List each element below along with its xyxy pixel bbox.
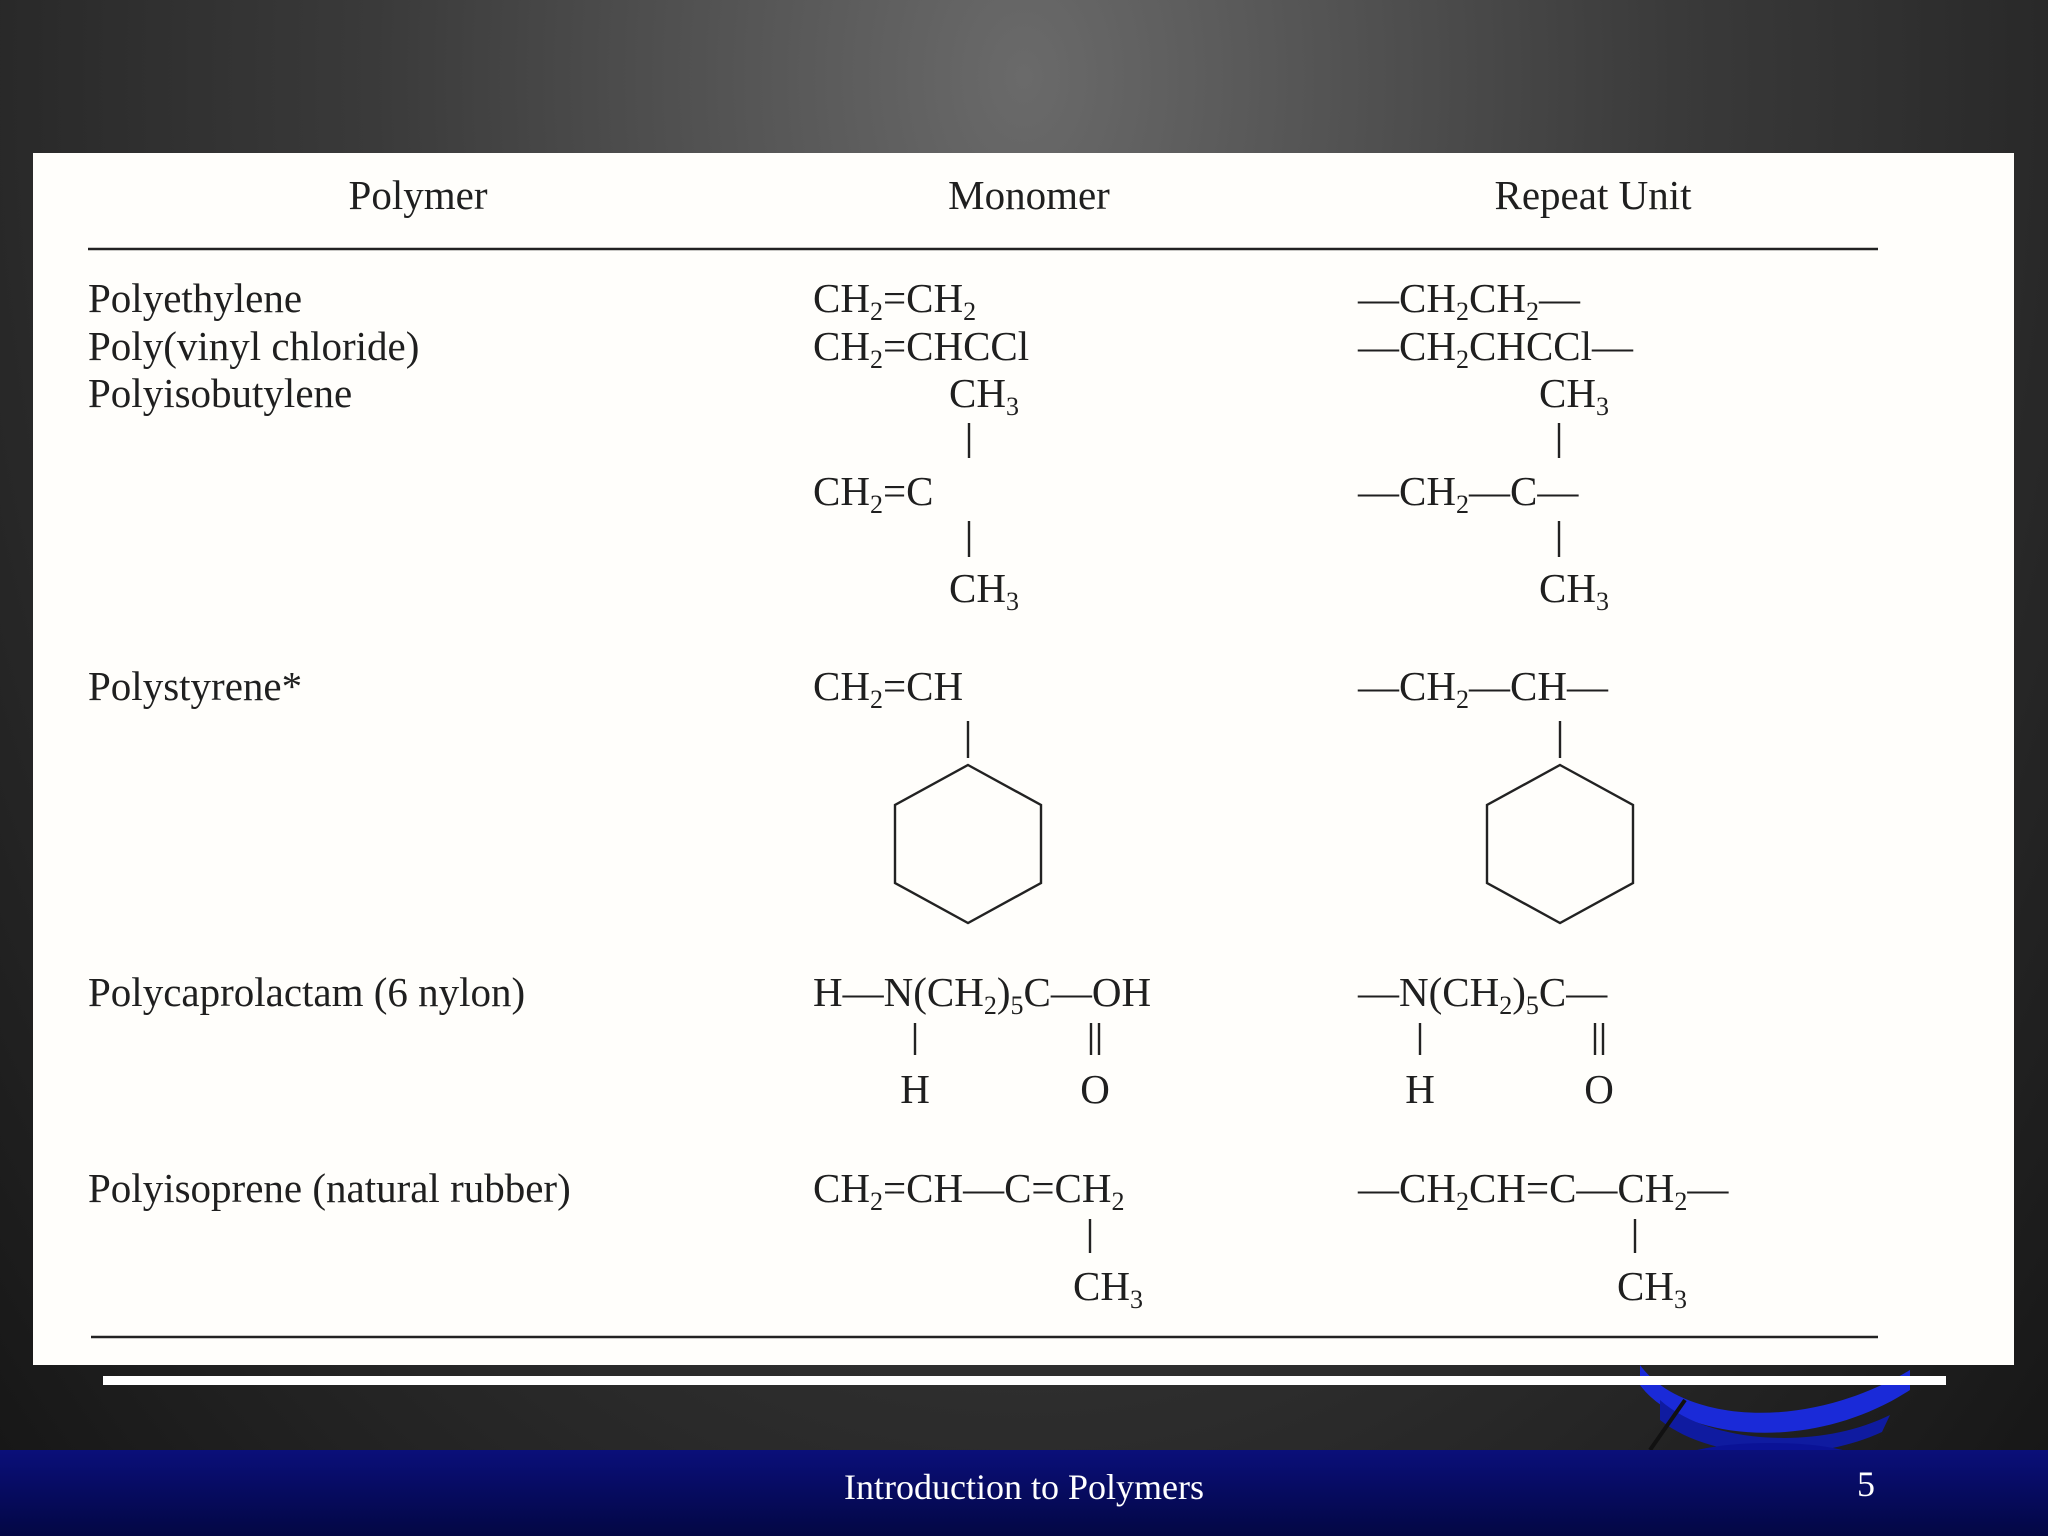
svg-text:CH2=CH2: CH2=CH2 bbox=[813, 275, 977, 326]
svg-text:—CH2CHCCl—: —CH2CHCCl— bbox=[1358, 323, 1634, 374]
monomer-polystyrene bbox=[813, 663, 1041, 923]
svg-text:CH3: CH3 bbox=[1073, 1263, 1143, 1314]
monomer-nylon bbox=[813, 969, 1151, 1112]
monomer-pvc bbox=[813, 323, 1029, 374]
polymer-name: Polycaprolactam (6 nylon) bbox=[88, 969, 526, 1015]
header-repeat-unit: Repeat Unit bbox=[1494, 172, 1692, 218]
polymer-name: Polyethylene bbox=[88, 275, 303, 321]
svg-text:CH3: CH3 bbox=[949, 565, 1019, 616]
divider-line bbox=[103, 1376, 1946, 1385]
footer-title: Introduction to Polymers bbox=[844, 1467, 1204, 1507]
svg-text:CH2=CH: CH2=CH bbox=[813, 663, 964, 714]
svg-text:CH2=CHCCl: CH2=CHCCl bbox=[813, 323, 1030, 374]
svg-text:O: O bbox=[1584, 1066, 1614, 1112]
svg-text:CH3: CH3 bbox=[1539, 565, 1609, 616]
svg-text:—CH2CH=C—CH2—: —CH2CH=C—CH2— bbox=[1358, 1165, 1729, 1216]
monomer-polyisobutylene bbox=[813, 370, 1019, 616]
svg-text:CH2=CH—C=CH2: CH2=CH—C=CH2 bbox=[813, 1165, 1125, 1216]
slide-number: 5 bbox=[1857, 1464, 1875, 1504]
benzene-ring bbox=[1487, 765, 1633, 923]
svg-text:CH2=C: CH2=C bbox=[813, 468, 934, 519]
svg-text:H: H bbox=[1405, 1066, 1435, 1112]
polymer-name: Polyisoprene (natural rubber) bbox=[88, 1165, 571, 1211]
svg-text:O: O bbox=[1080, 1066, 1110, 1112]
header-monomer: Monomer bbox=[948, 172, 1110, 218]
header-polymer: Polymer bbox=[348, 172, 488, 218]
repeat-unit-polyisobutylene bbox=[1357, 370, 1609, 616]
svg-text:—CH2—C—: —CH2—C— bbox=[1358, 468, 1579, 519]
repeat-unit-polyethylene bbox=[1357, 275, 1581, 326]
repeat-unit-nylon bbox=[1357, 969, 1614, 1112]
svg-text:—N(CH2)5C—: —N(CH2)5C— bbox=[1358, 969, 1608, 1020]
svg-text:H: H bbox=[900, 1066, 930, 1112]
svg-text:CH3: CH3 bbox=[1617, 1263, 1687, 1314]
benzene-ring bbox=[895, 765, 1041, 923]
polymer-name: Polyisobutylene bbox=[88, 370, 353, 416]
polymer-name: Poly(vinyl chloride) bbox=[88, 323, 420, 369]
monomer-polyisoprene bbox=[813, 1165, 1143, 1314]
polymer-name: Polystyrene* bbox=[88, 663, 303, 709]
svg-text:H—N(CH2)5C—OH: H—N(CH2)5C—OH bbox=[813, 969, 1152, 1020]
svg-text:—CH2—CH—: —CH2—CH— bbox=[1358, 663, 1608, 714]
svg-text:CH3: CH3 bbox=[1539, 370, 1609, 421]
svg-text:—CH2CH2—: —CH2CH2— bbox=[1358, 275, 1580, 326]
repeat-unit-polyisoprene bbox=[1357, 1165, 1729, 1314]
polymer-table-image bbox=[33, 153, 2014, 1365]
polymer-table bbox=[33, 153, 2014, 1365]
svg-text:CH3: CH3 bbox=[949, 370, 1019, 421]
repeat-unit-pvc bbox=[1357, 323, 1634, 374]
monomer-polyethylene bbox=[813, 275, 976, 326]
repeat-unit-polystyrene bbox=[1357, 663, 1633, 923]
